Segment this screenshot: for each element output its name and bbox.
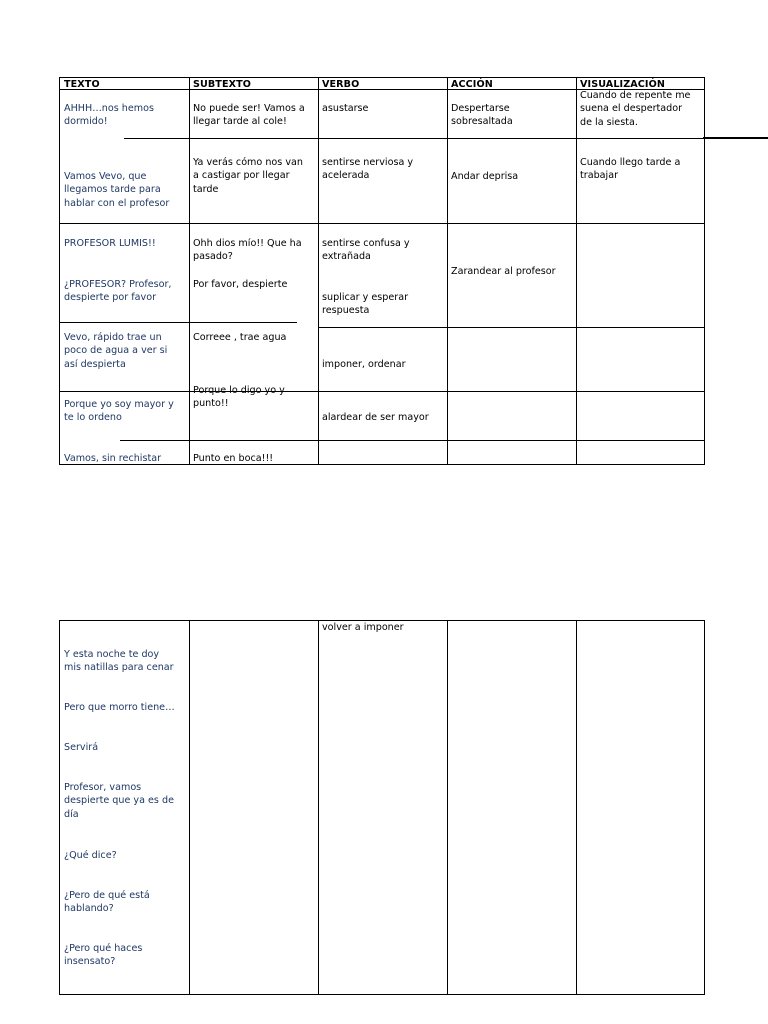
verbo-top: volver a imponer [322,622,404,633]
row-divider [60,322,297,323]
column-divider [576,621,577,994]
row1-verbo: asustarse [322,103,369,114]
header-visualizacion: VISUALIZACIÓN [580,79,665,90]
row-divider [60,223,704,224]
row1-texto: AHHH…nos hemos dormido! [64,103,154,128]
row-divider [703,137,768,138]
script-analysis-table-continued [59,620,705,995]
column-divider [189,78,190,464]
header-subtexto: SUBTEXTO [193,79,252,90]
column-divider [447,78,448,464]
column-divider [189,621,190,994]
column-divider [318,621,319,994]
row3-verbo-a: sentirse confusa y extrañada [322,238,410,263]
texto-line: ¿Pero de qué está hablando? [64,890,150,915]
row2-verbo: sentirse nerviosa y acelerada [322,157,414,182]
row1-accion: Despertarse sobresaltada [451,103,513,128]
texto-line: Pero que morro tiene… [64,702,175,713]
column-divider [576,78,577,464]
row4-verbo: imponer, ordenar [322,359,406,370]
row2-accion: Andar deprisa [451,171,519,182]
row6-subtexto: Punto en boca!!! [193,453,274,464]
row-divider [124,138,768,139]
texto-line: Y esta noche te doy mis natillas para cenar [64,649,174,674]
row3-texto-a: PROFESOR LUMIS!! [64,238,156,249]
row-divider [318,327,704,328]
column-divider [447,621,448,994]
row5-verbo: alardear de ser mayor [322,412,429,423]
texto-line: ¿Qué dice? [64,850,117,861]
row3-accion: Zarandear al profesor [451,266,556,277]
header-accion: ACCIÓN [451,79,493,90]
row2-visualizacion: Cuando llego tarde a trabajar [580,157,681,182]
script-analysis-table [59,77,705,465]
row5-subtexto: Porque lo digo yo y punto!! [193,385,285,410]
row3-subtexto-b: Por favor, despierte [193,279,288,290]
row3-texto-b: ¿PROFESOR? Profesor, despierte por favor [64,279,172,304]
row3-verbo-b: suplicar y esperar respuesta [322,292,409,317]
texto-line: Profesor, vamos despierte que ya es de día [64,782,174,820]
row5-texto: Porque yo soy mayor y te lo ordeno [64,399,174,424]
row2-subtexto: Ya verás cómo nos van a castigar por llegar tarde [193,157,303,195]
row6-texto: Vamos, sin rechistar [64,453,162,464]
row-divider [120,440,704,441]
column-divider [318,78,319,464]
texto-line: ¿Pero qué haces insensato? [64,943,143,968]
texto-line: Servirá [64,742,99,753]
header-verbo: VERBO [322,79,360,90]
row4-subtexto: Correee , trae agua [193,332,287,343]
row2-texto: Vamos Vevo, que llegamos tarde para hablar con el profesor [64,171,170,209]
row1-visualizacion: Cuando de repente me suena el despertador de la siesta. [580,90,691,128]
row4-texto: Vevo, rápido trae un poco de agua a ver si así despierta [64,332,168,370]
row1-subtexto: No puede ser! Vamos a llegar tarde al cole! [193,103,305,128]
row3-subtexto-a: Ohh dios mío!! Que ha pasado? [193,238,302,263]
header-texto: TEXTO [64,79,100,90]
row-divider [60,391,704,392]
